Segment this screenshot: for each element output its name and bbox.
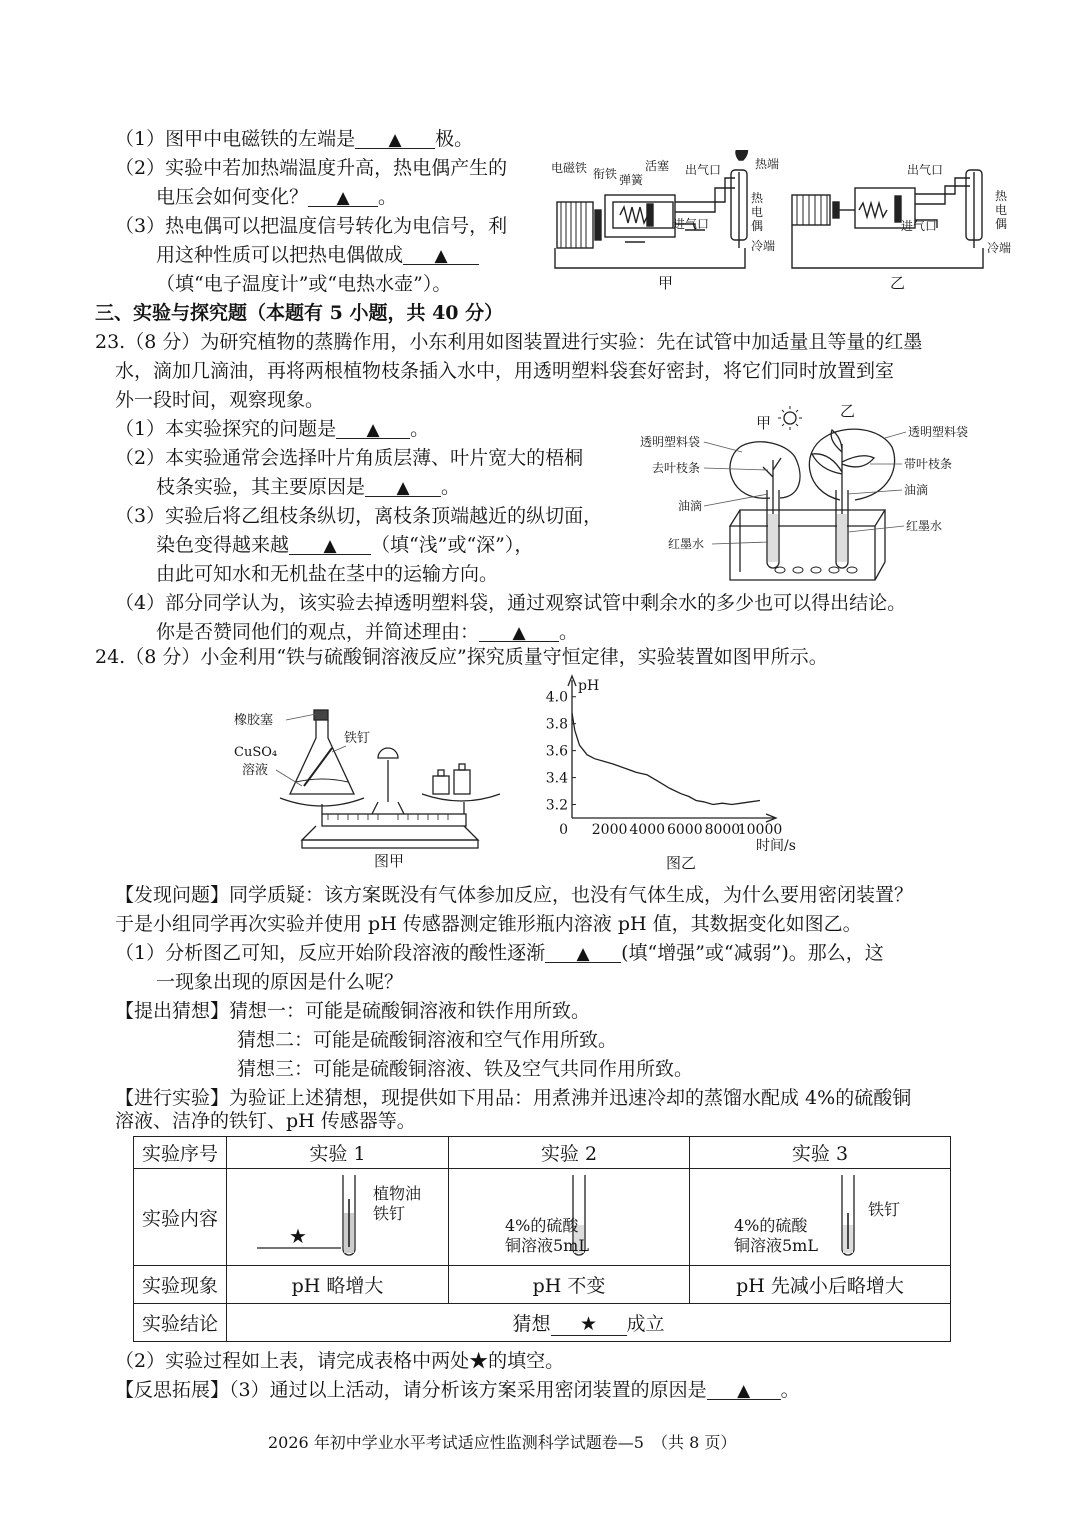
svg-text:热端: 热端: [755, 157, 780, 171]
q22-sub3-line2: 用这种性质可以把热电偶做成 ▲: [156, 242, 479, 268]
svg-text:冷端: 冷端: [987, 241, 1012, 255]
x-axis-label: 时间/s: [756, 838, 796, 854]
svg-text:油滴: 油滴: [904, 483, 929, 497]
svg-text:出气口: 出气口: [907, 163, 944, 177]
svg-text:活塞: 活塞: [645, 159, 670, 173]
q24-sub2: （2）实验过程如上表，请完成表格中两处★的填空。: [115, 1350, 565, 1372]
answer-blank[interactable]: ▲: [289, 532, 371, 555]
answer-blank[interactable]: ▲: [479, 619, 559, 642]
discover-line1: 【发现问题】同学质疑：该方案既没有气体参加反应，也没有气体生成，为什么要用密闭装置？: [115, 884, 914, 906]
q23-transpiration-figure: [630, 402, 980, 587]
table-row: 实验现象 pH 略增大 pH 不变 pH 先减小后略增大: [134, 1266, 951, 1304]
svg-text:进气口: 进气口: [901, 219, 938, 233]
page-footer: 2026 年初中学业水平考试适应性监测科学试题卷—5 （共 8 页）: [268, 1433, 737, 1452]
y-axis-label: pH: [578, 678, 600, 694]
y-tick-label: 4.0: [545, 689, 568, 706]
svg-text:透明塑料袋: 透明塑料袋: [908, 425, 969, 439]
svg-text:电: 电: [995, 203, 1008, 217]
q23-sub4-line2: 你是否赞同他们的观点，并简述理由： ▲ 。: [156, 621, 579, 643]
hypothesis-3: 猜想三：可能是硫酸铜溶液、铁及空气共同作用所致。: [237, 1058, 694, 1080]
star-blank-1[interactable]: ★: [289, 1224, 307, 1248]
answer-blank[interactable]: ▲: [336, 416, 410, 439]
svg-text:偶: 偶: [751, 219, 764, 233]
hypothesis-2: 猜想二：可能是硫酸铜溶液和空气作用所致。: [237, 1029, 618, 1051]
svg-text:红墨水: 红墨水: [668, 537, 705, 551]
x-tick-label: 2000: [591, 822, 628, 838]
right-pan: [422, 794, 500, 801]
q22-sub2-line1: （2）实验中若加热端温度升高，热电偶产生的: [115, 157, 508, 179]
q23-sub1: （1）本实验探究的问题是 ▲ 。: [115, 418, 430, 440]
experiment-table: [133, 1136, 951, 1342]
label-electromagnet: 电磁铁: [551, 161, 588, 175]
x-tick-label: 6000: [666, 822, 703, 838]
q24-stem: 24.（8 分）小金利用“铁与硫酸铜溶液反应”探究质量守恒定律，实验装置如图甲所示。: [95, 646, 828, 668]
svg-text:弹簧: 弹簧: [619, 173, 644, 187]
y-tick-label: 3.8: [545, 716, 568, 733]
table-row: 实验序号 实验 1 实验 2 实验 3: [134, 1137, 951, 1169]
q23-sub3-line1: （3）实验后将乙组枝条纵切，离枝条顶端越近的纵切面，: [115, 505, 603, 527]
q23-sub3-line3: 由此可知水和无机盐在茎中的运输方向。: [156, 563, 499, 585]
svg-text:出气口: 出气口: [685, 163, 722, 177]
q24-sub1-line1: （1）分析图乙可知，反应开始阶段溶液的酸性逐渐 ▲ (填“增强”或“减弱”)。那么，这: [115, 942, 884, 964]
section-3-heading: 三、实验与探究题（本题有 5 小题，共 40 分）: [95, 302, 504, 324]
answer-blank[interactable]: ▲: [365, 474, 441, 497]
q24-reflect: 【反思拓展】（3）通过以上活动，请分析该方案采用密闭装置的原因是 ▲ 。: [115, 1379, 800, 1401]
svg-text:衔铁: 衔铁: [593, 167, 618, 181]
q23-stem-line2: 水，滴加几滴油，再将两根植物枝条插入水中，用透明塑料袋套好密封，将它们同时放置到室: [115, 360, 895, 382]
experiment-line1: 【进行实验】为验证上述猜想，现提供如下用品：用煮沸并迅速冷却的蒸馏水配成 4%的硫酸铜: [115, 1087, 912, 1109]
q22-apparatus-figure: [545, 150, 1020, 295]
label-bag-left: 透明塑料袋: [640, 435, 701, 449]
x-tick-label: 10000: [737, 822, 783, 838]
ph-series-line: [572, 713, 760, 805]
q24-sub1-line2: 一现象出现的原因是什么呢？: [156, 971, 404, 993]
exp1-content-cell: [227, 1169, 449, 1266]
svg-text:甲: 甲: [756, 414, 772, 432]
svg-text:冷端: 冷端: [751, 239, 776, 253]
answer-blank[interactable]: ▲: [308, 184, 378, 207]
q23-sub2-line2: 枝条实验，其主要原因是 ▲ 。: [156, 476, 461, 498]
table-row: 实验内容 ★ 植物油 铁钉 4%的硫酸 铜溶液5mL 4%的硫酸 铜溶液5mL 铁钉: [134, 1169, 951, 1266]
svg-text:铁钉: 铁钉: [868, 1200, 901, 1219]
svg-text:带叶枝条: 带叶枝条: [904, 457, 953, 471]
balance-base: [302, 826, 478, 840]
star-blank-2[interactable]: ★: [551, 1313, 627, 1336]
plastic-bag-right: [809, 429, 894, 500]
q22-sub1: （1）图甲中电磁铁的左端是 ▲ 极。: [115, 128, 474, 150]
q23-stem-line3: 外一段时间，观察现象。: [115, 389, 325, 411]
q22-sub3-line3: （填“电子温度计”或“电热水壶”）。: [156, 273, 452, 295]
svg-text:电: 电: [751, 205, 764, 219]
answer-blank[interactable]: ▲: [707, 1377, 781, 1400]
svg-text:热: 热: [995, 189, 1008, 203]
discover-line2: 于是小组同学再次实验并使用 pH 传感器测定锥形瓶内溶液 pH 值，其数据变化如图乙。: [115, 913, 862, 935]
answer-blank[interactable]: ▲: [403, 242, 479, 265]
svg-text:去叶枝条: 去叶枝条: [652, 461, 701, 475]
q23-stem-line1: 23.（8 分）为研究植物的蒸腾作用，小东利用如图装置进行实验：先在试管中加适量且等量的红墨: [95, 331, 923, 353]
svg-text:4%的硫酸: 4%的硫酸: [734, 1216, 808, 1235]
svg-text:偶: 偶: [995, 217, 1008, 231]
x-tick-label: 8000: [704, 822, 741, 838]
svg-text:铜溶液5mL: 铜溶液5mL: [734, 1236, 818, 1255]
ph-line-chart: [520, 668, 810, 878]
caption-jia: 甲: [658, 274, 674, 292]
svg-text:CuSO₄: CuSO₄: [234, 745, 278, 760]
svg-text:铜溶液5mL: 铜溶液5mL: [505, 1236, 589, 1255]
svg-text:植物油: 植物油: [373, 1184, 422, 1203]
svg-text:橡胶塞: 橡胶塞: [234, 713, 274, 728]
x-tick-label: 0: [559, 822, 568, 838]
svg-text:乙: 乙: [840, 402, 856, 420]
answer-blank[interactable]: ▲: [545, 940, 621, 963]
q23-sub2-line1: （2）本实验通常会选择叶片角质层薄、叶片宽大的梧桐: [115, 447, 584, 469]
svg-text:铁钉: 铁钉: [344, 731, 371, 746]
q23-sub3-line2: 染色变得越来越 ▲ （填“浅”或“深”），: [156, 534, 534, 556]
q22-sub3-line1: （3）热电偶可以把温度信号转化为电信号，利: [115, 215, 508, 237]
q23-sub4-line1: （4）部分同学认为，该实验去掉透明塑料袋，通过观察试管中剩余水的多少也可以得出结论。: [115, 592, 907, 614]
q24-balance-figure: [228, 690, 518, 875]
sun-icon: [784, 412, 796, 424]
svg-text:进气口: 进气口: [673, 217, 710, 231]
svg-text:溶液: 溶液: [242, 763, 269, 778]
svg-text:热: 热: [751, 191, 764, 205]
hypothesis-1: 【提出猜想】猜想一：可能是硫酸铜溶液和铁作用所致。: [115, 1000, 591, 1022]
caption-tuyi: 图乙: [666, 854, 697, 872]
electromagnet-jia: [557, 202, 593, 248]
x-tick-label: 4000: [629, 822, 666, 838]
experiment-line2: 溶液、洁净的铁钉、pH 传感器等。: [115, 1110, 416, 1132]
svg-text:铁钉: 铁钉: [373, 1204, 406, 1223]
answer-blank[interactable]: ▲: [355, 126, 435, 149]
table-row: 实验结论 猜想 ★ 成立: [134, 1304, 951, 1342]
svg-text:油滴: 油滴: [678, 499, 703, 513]
y-tick-label: 3.6: [545, 743, 568, 760]
caption-tujia: 图甲: [374, 852, 405, 870]
conclusion-cell: 猜想 ★ 成立: [227, 1304, 951, 1342]
svg-text:4%的硫酸: 4%的硫酸: [505, 1216, 579, 1235]
svg-text:红墨水: 红墨水: [906, 519, 943, 533]
exp2-content-cell: [449, 1169, 690, 1266]
y-tick-label: 3.4: [545, 770, 568, 787]
exp3-content-cell: [690, 1169, 951, 1266]
q22-sub2-line2: 电压会如何变化？ ▲ 。: [156, 186, 398, 208]
test-tube-rack: [730, 510, 885, 526]
caption-yi: 乙: [890, 274, 906, 292]
y-tick-label: 3.2: [545, 797, 568, 814]
